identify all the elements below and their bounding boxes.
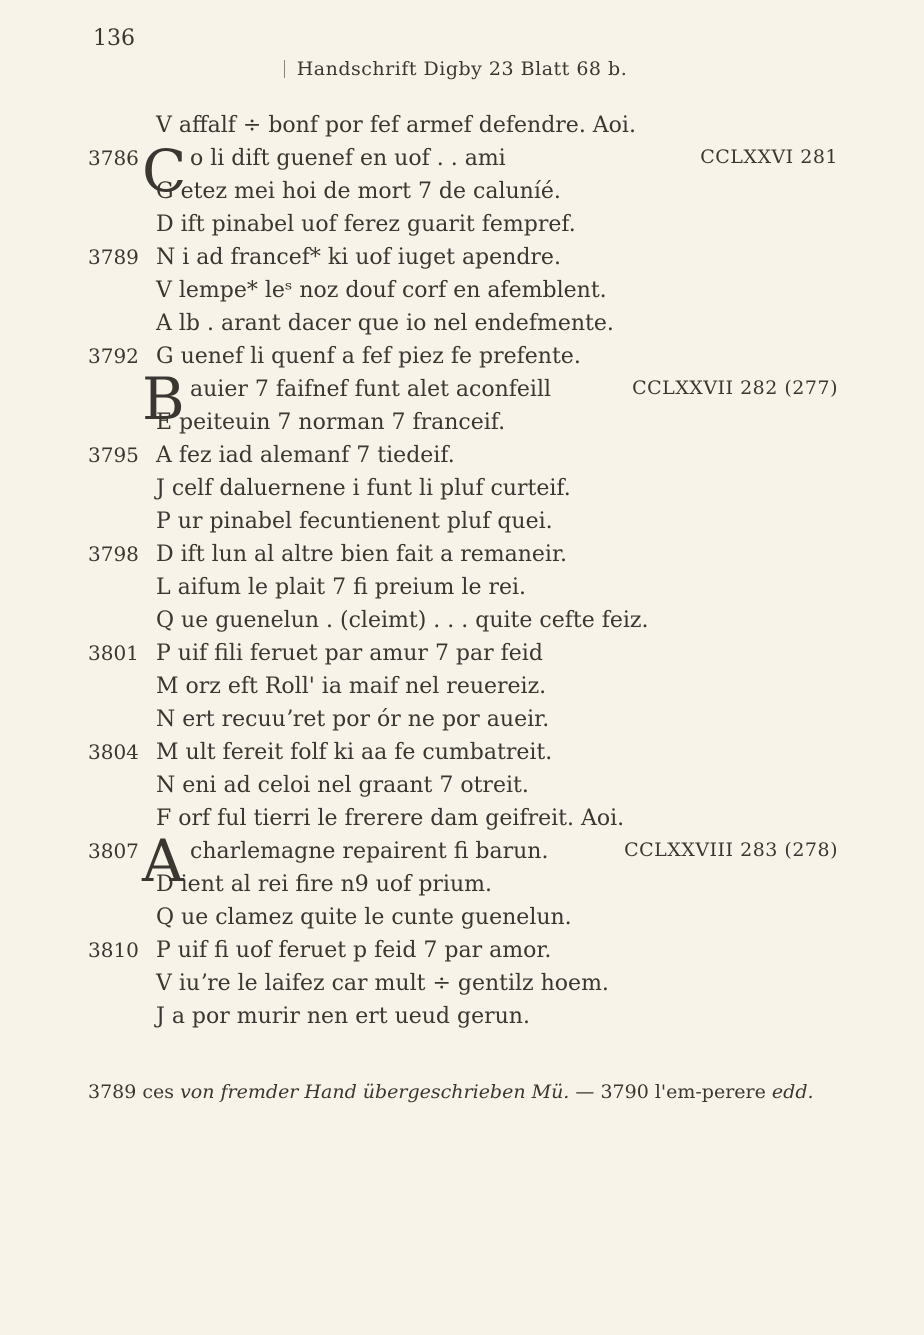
verse-text: F orf ful tierri le frerere dam geifreit. Aoi. <box>156 806 625 831</box>
running-header: Handschrift Digby 23 Blatt 68 b. <box>296 58 628 80</box>
verse-line <box>0 905 924 939</box>
verse-text: charlemagne repairent fi barun. <box>190 839 549 864</box>
verse-line <box>0 542 924 576</box>
verse-text: V iuʼre le laifez car mult ÷ gentilz hoem. <box>156 971 609 996</box>
verse-line <box>0 146 924 180</box>
verse-text: J a por murir nen ert ueud gerun. <box>156 1004 530 1029</box>
verse-line <box>0 641 924 675</box>
verse-line <box>0 707 924 741</box>
verse-line <box>0 278 924 312</box>
footnote-text-2: — 3790 l'em-perere <box>569 1081 772 1103</box>
verse-line <box>0 806 924 840</box>
verse-text: D ift lun al altre bien fait a remaneir. <box>156 542 568 567</box>
drop-initial-b: B <box>142 365 185 433</box>
line-number: 3810 <box>88 938 139 962</box>
line-number: 3807 <box>88 839 139 863</box>
footnote-italic-1: von fremder Hand übergeschrieben Mü. <box>180 1081 570 1103</box>
verse-text: N ert recuuʼret por ór ne por aueir. <box>156 707 550 732</box>
line-number: 3792 <box>88 344 139 368</box>
verse-line <box>0 674 924 708</box>
verse-text: A lb . arant dacer que io nel endefmente. <box>156 311 614 336</box>
verse-text: L aifum le plait 7 fi preium le rei. <box>156 575 527 600</box>
verse-text: Q ue clamez quite le cunte guenelun. <box>156 905 572 930</box>
verse-text: A fez iad alemanf 7 tiedeif. <box>156 443 455 468</box>
drop-initial-a: A <box>142 827 184 895</box>
verse-text: D ift pinabel uof ferez guarit fempref. <box>156 212 576 237</box>
verse-line <box>0 575 924 609</box>
line-number: 3798 <box>88 542 139 566</box>
verse-text: J celf daluernene i funt li pluf curteif. <box>156 476 571 501</box>
line-number: 3804 <box>88 740 139 764</box>
verse-line <box>0 509 924 543</box>
verse-text: N i ad francef* ki uof iuget apendre. <box>156 245 561 270</box>
verse-line <box>0 344 924 378</box>
verse-line <box>0 443 924 477</box>
verse-text: auier 7 faifnef funt alet aconfeill <box>190 377 552 402</box>
page-number: 136 <box>93 26 135 51</box>
verse-line <box>0 311 924 345</box>
verse-line <box>0 410 924 444</box>
verse-text: P ur pinabel fecuntienent pluf quei. <box>156 509 553 534</box>
verse-text: G uenef li quenf a fef piez fe prefente. <box>156 344 581 369</box>
laisse-marker: CCLXXVI 281 <box>700 146 838 168</box>
line-number: 3789 <box>88 245 139 269</box>
verse-text: V affalf ÷ bonf por fef armef defendre. Aoi. <box>156 113 636 138</box>
verse-text: N eni ad celoi nel graant 7 otreit. <box>156 773 529 798</box>
laisse-marker: CCLXXVIII 283 (278) <box>624 839 838 861</box>
verse-text: Q ue guenelun . (cleimt) . . . quite cefte feiz. <box>156 608 649 633</box>
verse-line <box>0 608 924 642</box>
verse-line <box>0 179 924 213</box>
verse-line <box>0 476 924 510</box>
verse-line <box>0 773 924 807</box>
footnote-text-1: 3789 ces <box>88 1081 181 1103</box>
verse-text: o li dift guenef en uof . . ami <box>190 146 506 171</box>
verse-text: M orz eft Roll' ia maif nel reuereiz. <box>156 674 547 699</box>
verse-line <box>0 113 924 147</box>
verse-line <box>0 212 924 246</box>
verse-line <box>0 971 924 1005</box>
footnote-italic-2: edd. <box>771 1081 814 1103</box>
verse-text: P uif fi uof feruet p feid 7 par amor. <box>156 938 552 963</box>
line-number: 3795 <box>88 443 139 467</box>
verse-line <box>0 839 924 873</box>
verse-line <box>0 872 924 906</box>
verse-text: V lempe* leˢ noz douf corf en afemblent. <box>156 278 607 303</box>
verse-text: D ient al rei fire n9 uof prium. <box>156 872 492 897</box>
verse-line <box>0 938 924 972</box>
verse-text: G etez mei hoi de mort 7 de caluníé. <box>156 179 561 204</box>
verse-line <box>0 1004 924 1038</box>
laisse-marker: CCLXXVII 282 (277) <box>632 377 838 399</box>
verse-line <box>0 740 924 774</box>
verse-text: P uif fili feruet par amur 7 par feid <box>156 641 543 666</box>
line-number: 3786 <box>88 146 139 170</box>
verse-text: E peiteuin 7 norman 7 franceif. <box>156 410 506 435</box>
verse-line <box>0 245 924 279</box>
footnote <box>88 1078 840 1106</box>
line-number: 3801 <box>88 641 139 665</box>
verse-line <box>0 377 924 411</box>
drop-initial-c: C <box>142 137 187 205</box>
verse-text: M ult fereit folf ki aa fe cumbatreit. <box>156 740 553 765</box>
